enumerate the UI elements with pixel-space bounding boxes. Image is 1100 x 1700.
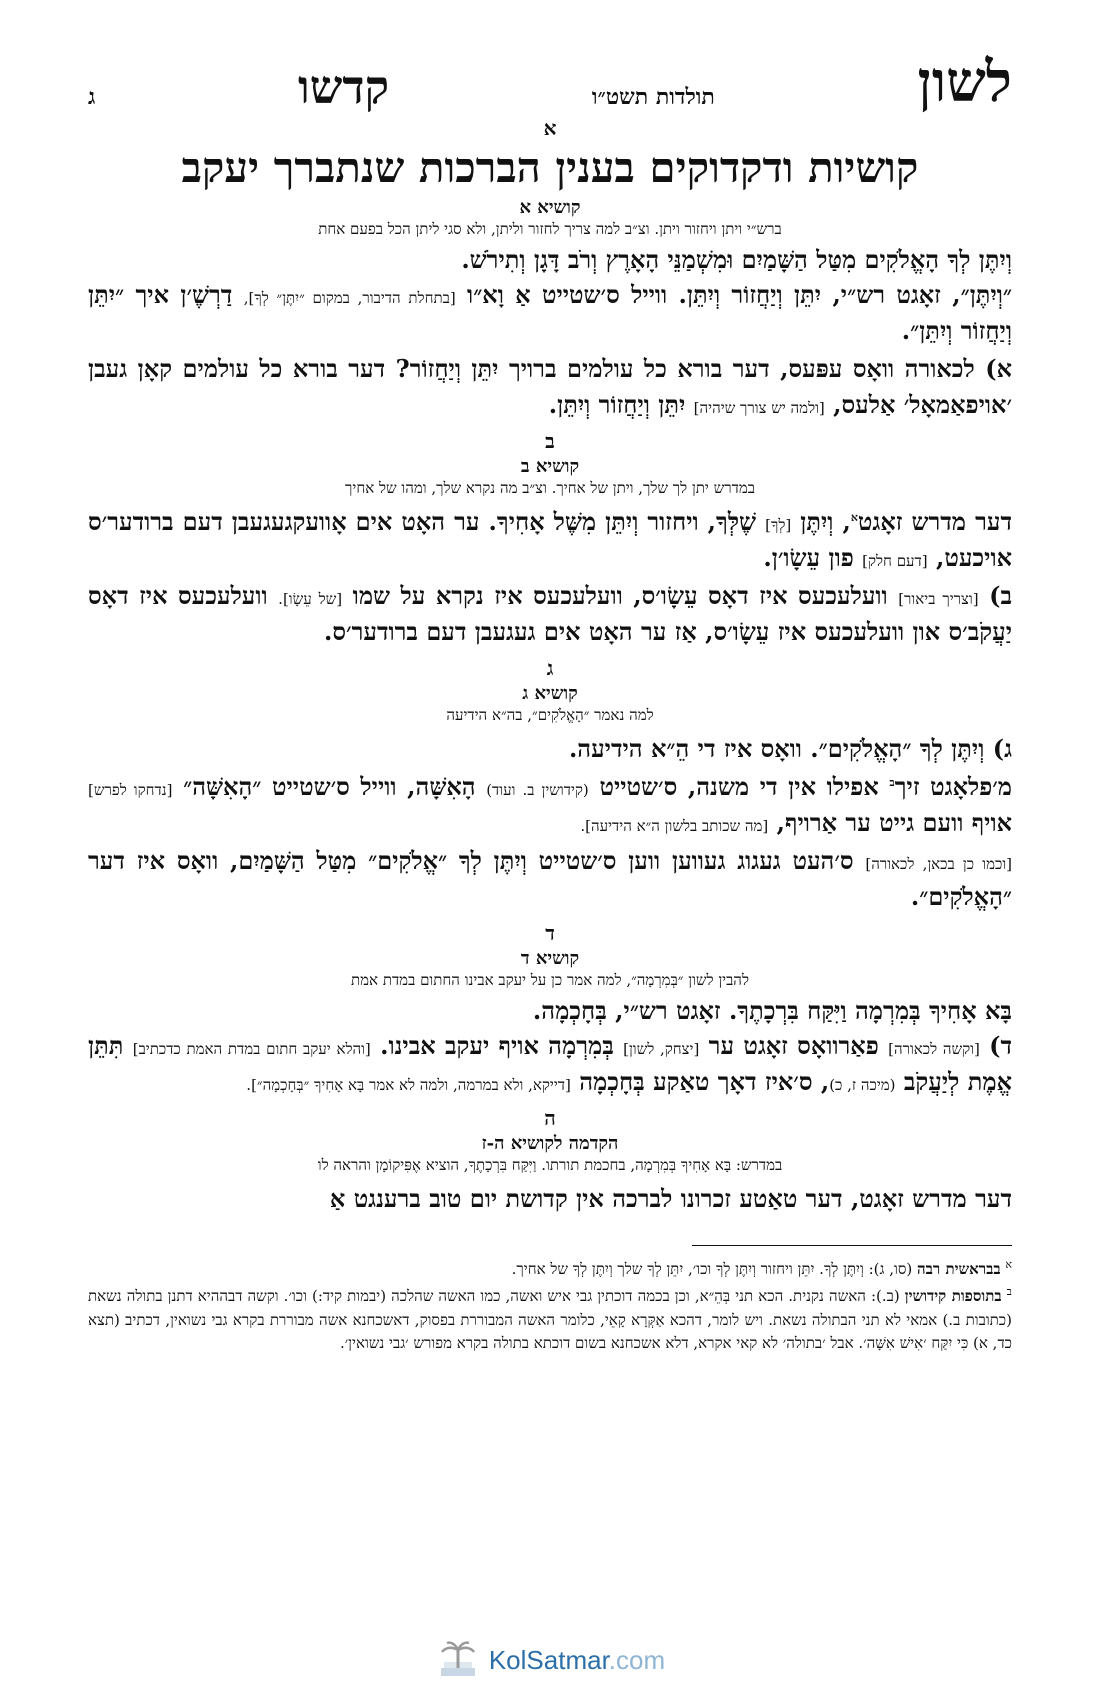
kushya-d-subtitle: להבין לשון ״בְּמִרְמָה״, למה אמר כן על יעקב אבינו החתום במדת אמת [351,971,749,989]
page-number: ג [88,84,96,110]
kushya-g-heading: קושיא ג [522,683,578,704]
masthead-parsha: תולדות תשט״ו [591,84,715,110]
kushya-a-subtitle: ברש״י ויתן ויחזור ויתן. וצ״ב למה צריך לחזור וליתן, ולא סגי ליתן הכל בפעם אחת [318,220,782,238]
section-letter-b: ב [545,429,555,453]
footnote-divider [692,1245,1012,1246]
hakdama-heading: הקדמה לקושיא ה-ז [481,1133,619,1154]
hakdama-paragraph-1: דער מדרש זאָגט, דער טאַטע זכרונו לברכה אין קדושת יום טוב ברענגט אַ [329,1184,1012,1213]
footnote-mark-b: ב [889,776,895,789]
kushya-a-verse: וְיִתֶּן לְךָ הָאֱלֹקִים מִטַּל הַשָּׁמַיִם וּמִשְׁמַנֵּי הָאָרֶץ וְרֹב דָּגָן וְתִירֹשׁ. [461,245,1012,274]
kushya-a-paragraph-2: א) לכאורה וואָס עפּעס, דער בורא כל עולמים ברויך יִתֵּן וְיַחֲזוֹר? דער בורא כל עולמים קאָן געבן ׳אויפאַמאָל׳ אַלעס, [ולמה יש צורך שיהיה] יִתֵּן וְיַחֲזוֹר וְיִתֵּן. [88,354,1012,419]
kushya-d-verse: בָּא אָחִיךָ בְּמִרְמָה וַיִּקַּח בִּרְכָתֶךָ. זאָגט רש״י, בְּחָכְמָה. [532,996,1012,1025]
kushya-g-paragraph-1: ג) וְיִתֶּן לְךָ ״הָאֱלֹקִים״. וואָס איז די הֵ״א הידיעה. [568,734,1012,763]
kolsatmar-watermark [0,1640,1100,1680]
palm-tree-books-icon [435,1640,481,1680]
kushya-g-subtitle: למה נאמר ״הָאֱלֹקִים״, בה״א הידיעה [446,706,654,724]
kushya-g-paragraph-3: [וכמו כן בכאן, לכאורה] ס׳העט געגוג געווען ווען ס׳שטייט וְיִתֶּן לְךָ ״אֱלֹקִים״ מִטַּל הַשָּׁמַיִם, וואָס איז דער ״הָאֱלֹקִים״. [88,846,1013,911]
masthead-title-kodsho: קדשו [298,60,390,114]
masthead-title-lashon: לשון [917,49,1012,115]
kushya-b-heading: קושיא ב [520,456,580,477]
kushya-d-paragraph-1: ד) [וקשה לכאורה] פאַרוואָס זאָגט ער [יצחק, לשון] בְּמִרְמָה אויף יעקב אבינו. [והלא יעקב חתום במדת האמת כדכתיב] תִּתֵּן אֱמֶת לְיַעֲקֹב (מיכה ז, כ), ס׳איז דאָך טאַקע בְּחָכְמָה [דייקא, ולא במרמה, ולמה לא אמר בָּא אָחִיךָ ״בְּחָכְמָה״]. [88,1031,1013,1096]
main-title: קושיות ודקדוקים בענין הברכות שנתברך יעקב [181,143,919,192]
kushya-b-paragraph-1: דער מדרש זאָגט$^א$, וְיִתֶּן [לְךָ] שֶׁלְּךָ, ויחזור וְיִתֵּן מִשֶּׁל אָחִיךָ. ער האָט אים אָוועקגעגעבן דעם ברודער׳ס אויכעט, [דעם חלק] פון עֵשָׂו׳ן. [88,507,1012,572]
watermark-text: KolSatmar.com [488,1644,666,1675]
kushya-a-heading: קושיא א [519,197,581,218]
footnote-mark-a: א [850,511,858,524]
kushya-b-paragraph-2: ב) [וצריך ביאור] וועלעכעס איז דאָס עֵשָׂו׳ס, וועלעכעס איז נקרא על שמו [של עֵשָׂו]. וועלעכעס איז דאָס יַעֲקֹב׳ס און וועלעכעס איז עֵשָׂו׳ס, אַז ער האָט אים געגעבן דעם ברודער׳ס. [88,581,1013,646]
kushya-d-heading: קושיא ד [520,948,580,969]
kushya-b-subtitle: במדרש יתן לך שלך, ויתן של אחיך. וצ״ב מה נקרא שלך, ומהו של אחיך [345,479,755,497]
section-letter-g: ג [546,656,554,680]
section-letter-d: ד [545,921,555,945]
hakdama-subtitle: במדרש: בָּא אָחִיךָ בְּמִרְמָה, בחכמת תורתו. וַיִּקַּח בִּרְכָתֶךָ, הוציא אֶפִּיקוֹמָן והראה לו [317,1156,783,1174]
kushya-g-paragraph-2: מ׳פלאָגט זיך$^ב$ אפילו אין די משנה, ס׳שטייט (קידושין ב. ועוד) הָאִשָּׁה, ווייל ס׳שטייט ״הָאִשָּׁה״ [נדחקו לפרש] אויף וועם גייט ער אַרויף, [מה שכותב בלשון ה״א הידיעה]. [88,772,1013,837]
footnote-a: $^א$ בבראשית רבה (סו, ג): וְיִתֶּן לְךָ. יִתֵּן ויחזור וְיִתֶּן לְךָ וכו׳, יִתֵּן לְךָ שלך וְיִתֶּן לְךָ של אחיך. [511,1258,1012,1278]
footnote-b: $^ב$ בתוספות קידושין (ב.): האשה נקנית. הכא תני בְּהֵ״א, וכן בכמה דוכתין גבי איש ואשה, כמו האשה שהלכה (יבמות קיד:) וכו׳. וקשה דבההיא דתנן בתולה נשאת (כתובות ב.) אמאי לא תני הבתולה נשאת. ויש לומר, דהכא אַקְּרָא קָאֵי, כלומר האשה המבוררת בפסוק, דאשכחנא אשה מבוררת בקרא גבי נשואין, דכתיב (תצא כד, א) כִּי יִקַּח ׳אִישׁ אִשָּׁה׳. אבל ׳בתולה׳ לא קאי אקרא, דלא אשכחנא בשום דוכתא בתולה בקרא מפורש ׳גבי נשואין׳. [88,1285,1012,1352]
kushya-a-paragraph-1: ״וְיִתֶּן״, זאָגט רש״י, יִתֵּן וְיַחֲזוֹר וְיִתֵּן. ווייל ס׳שטייט אַ וָא״ו [בתחלת הדיבור, במקום ״יִתֶּן״ לְךָ], דַרְשֶׁ׳ן איך ״יִתֵּן וְיַחֲזוֹר וְיִתֵּן״. [88,280,1012,345]
section-letter-h: ה [544,1106,556,1130]
masthead [88,40,1012,115]
section-letter-a: א [543,116,557,140]
